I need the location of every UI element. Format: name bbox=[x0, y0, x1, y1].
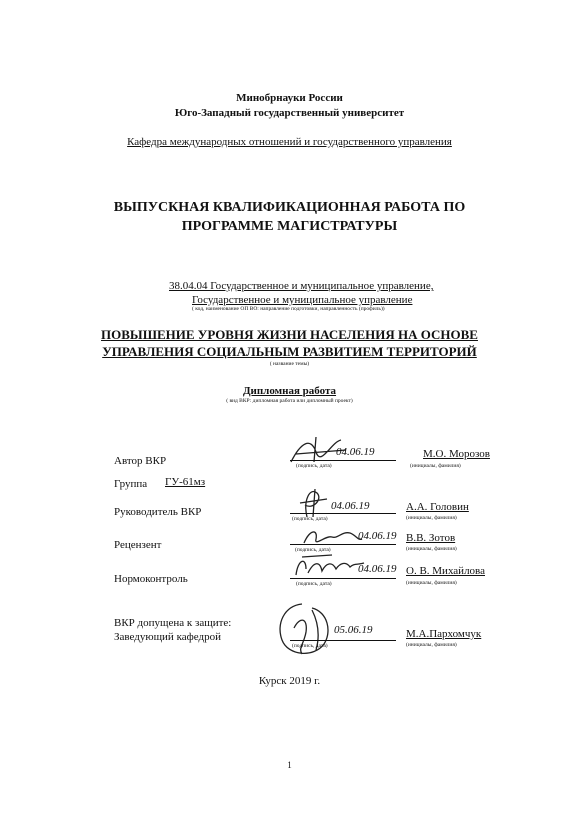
author-name: М.О. Морозов bbox=[423, 448, 490, 460]
supervisor-date: 04.06.19 bbox=[331, 500, 370, 512]
university-name: Юго-Западный государственный университет bbox=[174, 107, 405, 119]
topic-line2: УПРАВЛЕНИЯ СОЦИАЛЬНЫМ РАЗВИТИЕМ ТЕРРИТОРИЙ bbox=[102, 344, 477, 359]
topic-hint: ( название темы) bbox=[269, 361, 310, 367]
defense-admitted-label: ВКР допущена к защите: bbox=[114, 617, 232, 629]
norm-control-date: 04.06.19 bbox=[358, 563, 397, 575]
document-title-line1: ВЫПУСКНАЯ КВАЛИФИКАЦИОННАЯ РАБОТА ПО bbox=[113, 200, 466, 215]
norm-control-name: О. В. Михайлова bbox=[406, 565, 485, 577]
author-sig-hint: (подпись, дата) bbox=[296, 463, 332, 469]
ministry-name: Минобрнауки России bbox=[236, 92, 343, 104]
program-code: 38.04.04 Государственное и муниципальное управление, bbox=[169, 280, 434, 292]
supervisor-label: Руководитель ВКР bbox=[114, 506, 202, 518]
head-name: М.А.Пархомчук bbox=[406, 628, 482, 640]
supervisor-sig-hint: (подпись, дата) bbox=[292, 516, 328, 522]
page-number: 1 bbox=[287, 760, 292, 770]
supervisor-name-hint: (инициалы, фамилия) bbox=[406, 515, 457, 521]
head-name-hint: (инициалы, фамилия) bbox=[406, 642, 457, 648]
city-year: Курск 2019 г. bbox=[258, 675, 321, 687]
norm-control-name-hint: (инициалы, фамилия) bbox=[406, 580, 457, 586]
topic-line1: ПОВЫШЕНИЕ УРОВНЯ ЖИЗНИ НАСЕЛЕНИЯ НА ОСНОВЕ bbox=[101, 327, 478, 342]
reviewer-sig-hint: (подпись, дата) bbox=[295, 547, 331, 553]
work-type-hint: ( вид ВКР: дипломная работа или дипломный проект) bbox=[226, 398, 353, 404]
reviewer-name-hint: (инициалы, фамилия) bbox=[406, 546, 457, 552]
head-date: 05.06.19 bbox=[334, 624, 373, 636]
reviewer-label: Рецензент bbox=[114, 539, 162, 551]
norm-control-label: Нормоконтроль bbox=[114, 573, 188, 585]
department-name: Кафедра международных отношений и государственного управления bbox=[127, 136, 452, 148]
group-value: ГУ-61мз bbox=[165, 476, 206, 488]
head-sig-hint: (подпись, дата) bbox=[292, 643, 328, 649]
head-of-department-label: Заведующий кафедрой bbox=[114, 631, 221, 643]
work-type: Дипломная работа bbox=[242, 385, 337, 397]
supervisor-signature bbox=[295, 485, 335, 520]
document-title-line2: ПРОГРАММЕ МАГИСТРАТУРЫ bbox=[181, 219, 398, 234]
author-label: Автор ВКР bbox=[114, 455, 167, 467]
program-profile: Государственное и муниципальное управление bbox=[192, 294, 413, 306]
head-signature bbox=[272, 598, 342, 660]
group-label: Группа bbox=[114, 478, 148, 490]
norm-control-sig-hint: (подпись, дата) bbox=[296, 581, 332, 587]
author-name-hint: (инициалы, фамилия) bbox=[410, 463, 461, 469]
reviewer-name: В.В. Зотов bbox=[406, 532, 456, 544]
reviewer-date: 04.06.19 bbox=[358, 530, 397, 542]
author-date: 04.06.19 bbox=[336, 446, 375, 458]
supervisor-name: А.А. Головин bbox=[406, 501, 469, 513]
program-hint: ( код, наименование ОП ВО: направление подготовки, направленность (профиль)) bbox=[192, 306, 385, 312]
